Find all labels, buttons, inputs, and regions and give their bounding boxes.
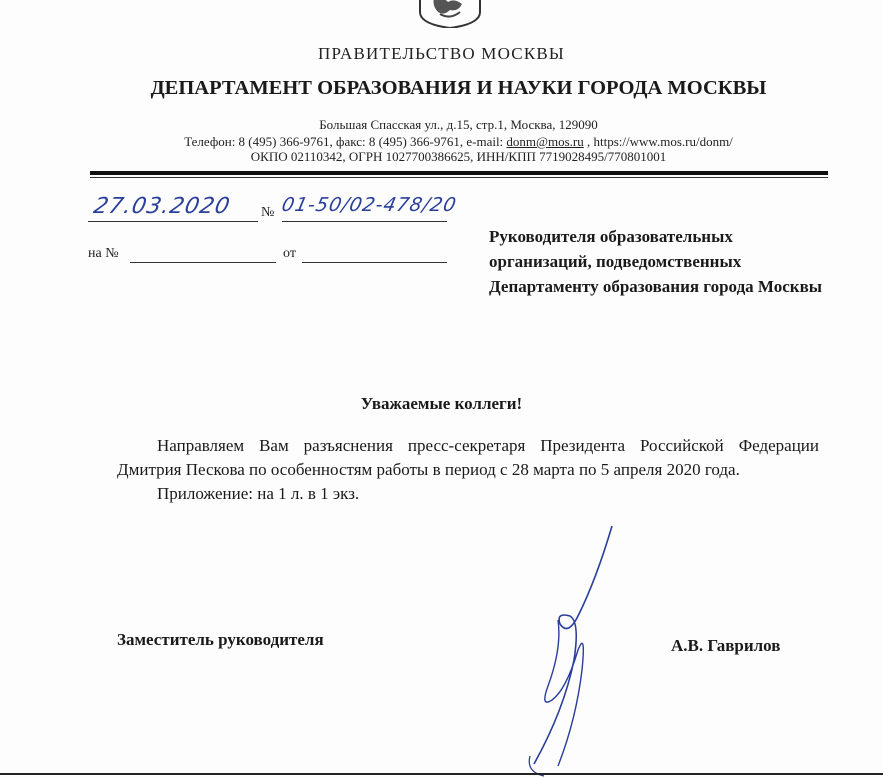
reference-label: на №	[88, 246, 119, 261]
page-bottom-border	[0, 773, 883, 775]
header-divider-thick	[90, 171, 828, 175]
from-label: от	[283, 246, 296, 261]
handwritten-signature	[500, 520, 650, 778]
date-underline	[88, 221, 258, 222]
body-paragraph: Направляем Вам разъяснения пресс-секретаря Президента Российской Федерации Дмитрия Пескова по особенностям работы в период с 28 марта по 5 апреля 2020 года.	[117, 436, 819, 479]
handwritten-number: 01-50/02-478/20	[279, 194, 459, 216]
number-underline	[282, 221, 447, 222]
government-title: ПРАВИТЕЛЬСТВО МОСКВЫ	[318, 44, 565, 63]
greeting: Уважаемые коллеги!	[360, 394, 523, 413]
signer-role: Заместитель руководителя	[117, 630, 324, 649]
letter-body	[117, 434, 819, 506]
handwritten-date: 27.03.2020	[91, 194, 233, 219]
attachment-note: Приложение: на 1 л. в 1 экз.	[157, 484, 360, 503]
addressee: Руководителя образовательных организаций, подведомственных Департаменту образования города Москвы	[489, 227, 823, 296]
phone-fax-text: Телефон: 8 (495) 366-9761, факс: 8 (495) 366-9761, e-mail:	[184, 134, 507, 149]
reference-underline	[130, 262, 276, 263]
from-underline	[302, 262, 447, 263]
number-label: №	[261, 205, 275, 220]
address-line: Большая Спасская ул., д.15, стр.1, Москва, 129090	[319, 117, 598, 132]
signer-name: А.В. Гаврилов	[671, 636, 781, 655]
moscow-coat-of-arms-icon	[414, 0, 486, 28]
codes-line: ОКПО 02110342, ОГРН 1027700386625, ИНН/КПП 7719028495/770801001	[250, 149, 667, 164]
website-text: , https://www.mos.ru/donm/	[583, 134, 733, 149]
header-divider-thin	[90, 177, 828, 178]
department-title: ДЕПАРТАМЕНТ ОБРАЗОВАНИЯ И НАУКИ ГОРОДА МОСКВЫ	[150, 77, 767, 99]
email-link[interactable]: donm@mos.ru	[506, 134, 584, 149]
contact-line	[0, 134, 883, 150]
